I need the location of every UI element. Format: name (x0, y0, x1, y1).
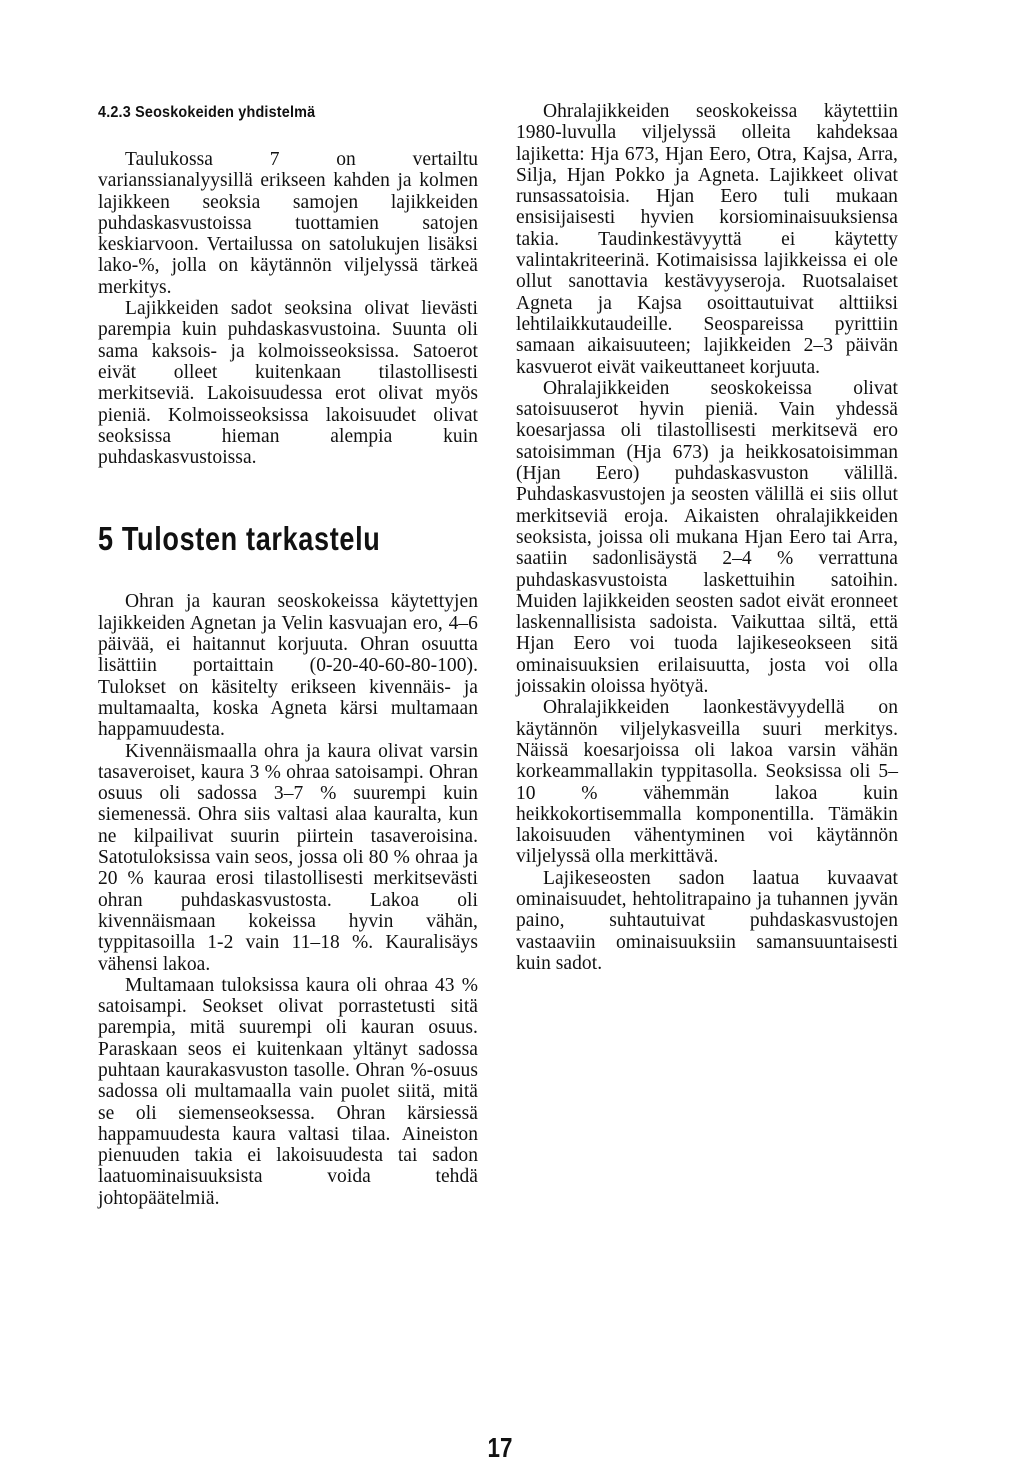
paragraph: Ohralajikkeiden seoskokeissa käytettiin 1980-luvulla viljelyssä olleita kahdeksaa lajiketta: Hja 673, Hjan Eero, Otra, Kajsa, Arra, Silja, Hjan Pokko ja Agneta. Lajikkeet olivat runsassatoisia. Hjan Eero tuli mukaan ensisijaisesti hyvien korsiominaisuuksiensa takia. Taudinkestävyyttä ei käytetty valintakriteerinä. Kotimaisissa lajikkeissa ei ole ollut sanottavia kestävyyseroja. Ruotsalaiset Agneta ja Kajsa osoittautuivat alttiiksi lehtilaikkutaudeille. Seospareissa pyrittiin samaan aikaisuuteen; lajikkeiden 2–3 päivän kasvuerot eivät vaikeuttaneet korjuuta. (516, 101, 898, 378)
paragraph: Lajikkeiden sadot seoksina olivat lievästi parempia kuin puhdaskasvustoina. Suunta oli sama kaksois- ja kolmoisseoksissa. Satoerot eivät olleet kuitenkaan tilastollisesti merkitseviä. Lakoisuudessa erot olivat myös pieniä. Kolmoisseoksissa lakoisuudet olivat seoksissa hieman alempia kuin puhdaskasvustoissa. (98, 298, 478, 469)
paragraph: Ohralajikkeiden seoskokeissa olivat satoisuuserot hyvin pieniä. Vain yhdessä koesarjassa oli tilastollisesti merkitsevä ero satoisimman (Hja 673) ja heikkosatoisimman (Hjan Eero) puhdaskasvuston välillä. Puhdaskasvustojen ja seosten välillä ei siis ollut merkitseviä eroja. Aikaisten ohralajikkeiden seoksista, joissa oli mukana Hjan Eero tai Arra, saatiin sadonlisäystä 2–4 % verrattuna puhdaskasvustoista laskettuihin satoihin. Muiden lajikkeiden seosten sadot eivät eronneet laskennallisista sadoista. Vaikuttaa siltä, että Hjan Eero voi tuoda lajikeseokseen sitä ominaisuuksien erilaisuutta, josta voi olla joissakin oloissa hyötyä. (516, 377, 898, 698)
left-column (98, 103, 478, 1209)
right-column (516, 101, 898, 974)
paragraph: Taulukossa 7 on vertailtu varianssianalyysillä erikseen kahden ja kolmen lajikkeen seoksia samojen lajikkeiden puhdaskasvustoissa tuottamien satojen keskiarvoon. Vertailussa on satolukujen lisäksi lako-%, jolla on käytännön viljelyssä tärkeä merkitys. (98, 149, 478, 298)
paragraph: Ohran ja kauran seoskokeissa käytettyjen lajikkeiden Agnetan ja Velin kasvuajan ero, 4–6 päivää, ei haitannut korjuuta. Ohran osuutta lisättiin portaittain (0-20-40-60-80-100). Tulokset on käsitelty erikseen kivennäis- ja multamaalta, koska Agneta kärsi multamaan happamuudesta. (98, 591, 478, 741)
page-number: 17 (487, 1432, 513, 1463)
paragraph: Ohralajikkeiden laonkestävyydellä on käytännön viljelykasveilla suuri merkitys. Näissä koesarjoissa oli lakoa varsin vähän korkeammallakin typpitasolla. Seoksissa oli 5–10 % vähemmän lakoa kuin heikkokortisemmalla komponentilla. Tämäkin lakoisuuden vähentyminen voi käytännön viljelyssä olla merkittävä. (516, 697, 898, 868)
section-subheading: 4.2.3 Seoskokeiden yhdistelmä (98, 104, 316, 121)
paragraph: Kivennäismaalla ohra ja kaura olivat varsin tasaveroiset, kaura 3 % ohraa satoisampi. Ohran osuus oli sadossa 3–7 % suurempi kuin siemenessä. Ohra siis valtasi alaa kauralta, kun ne kilpailivat suurin piirtein tasaveroisina. Satotuloksissa vain seos, jossa oli 80 % ohraa ja 20 % kauraa erosi tilastollisesti merkitsevästi ohran puhdaskasvustosta. Lakoa oli kivennäismaan kokeissa hyvin vähän, typpitasoilla 1-2 vain 11–18 %. Kauralisäys vähensi lakoa. (98, 740, 478, 975)
paragraph: Multamaan tuloksissa kaura oli ohraa 43 % satoisampi. Seokset olivat porrastetusti sitä parempia, mitä suurempi oli kauran osuus. Paraskaan seos ei kuitenkaan yltänyt sadossa puhtaan kaurakasvuston tasolle. Ohran %-osuus sadossa oli multamaalla vain puolet siitä, mitä se oli siemenseoksessa. Ohran kärsiessä happamuudesta kaura valtasi tilaa. Aineiston pienuuden takia ei lakoisuudesta tai sadon laatuominaisuuksista voida tehdä johtopäätelmiä. (98, 974, 478, 1209)
paragraph: Lajikeseosten sadon laatua kuvaavat ominaisuudet, hehtolitrapaino ja tuhannen jyvän paino, suhtautuivat puhdaskasvustojen vastaaviin ominaisuuksiin samansuuntaisesti kuin sadot. (516, 867, 898, 974)
chapter-heading: 5 Tulosten tarkastelu (98, 520, 381, 558)
